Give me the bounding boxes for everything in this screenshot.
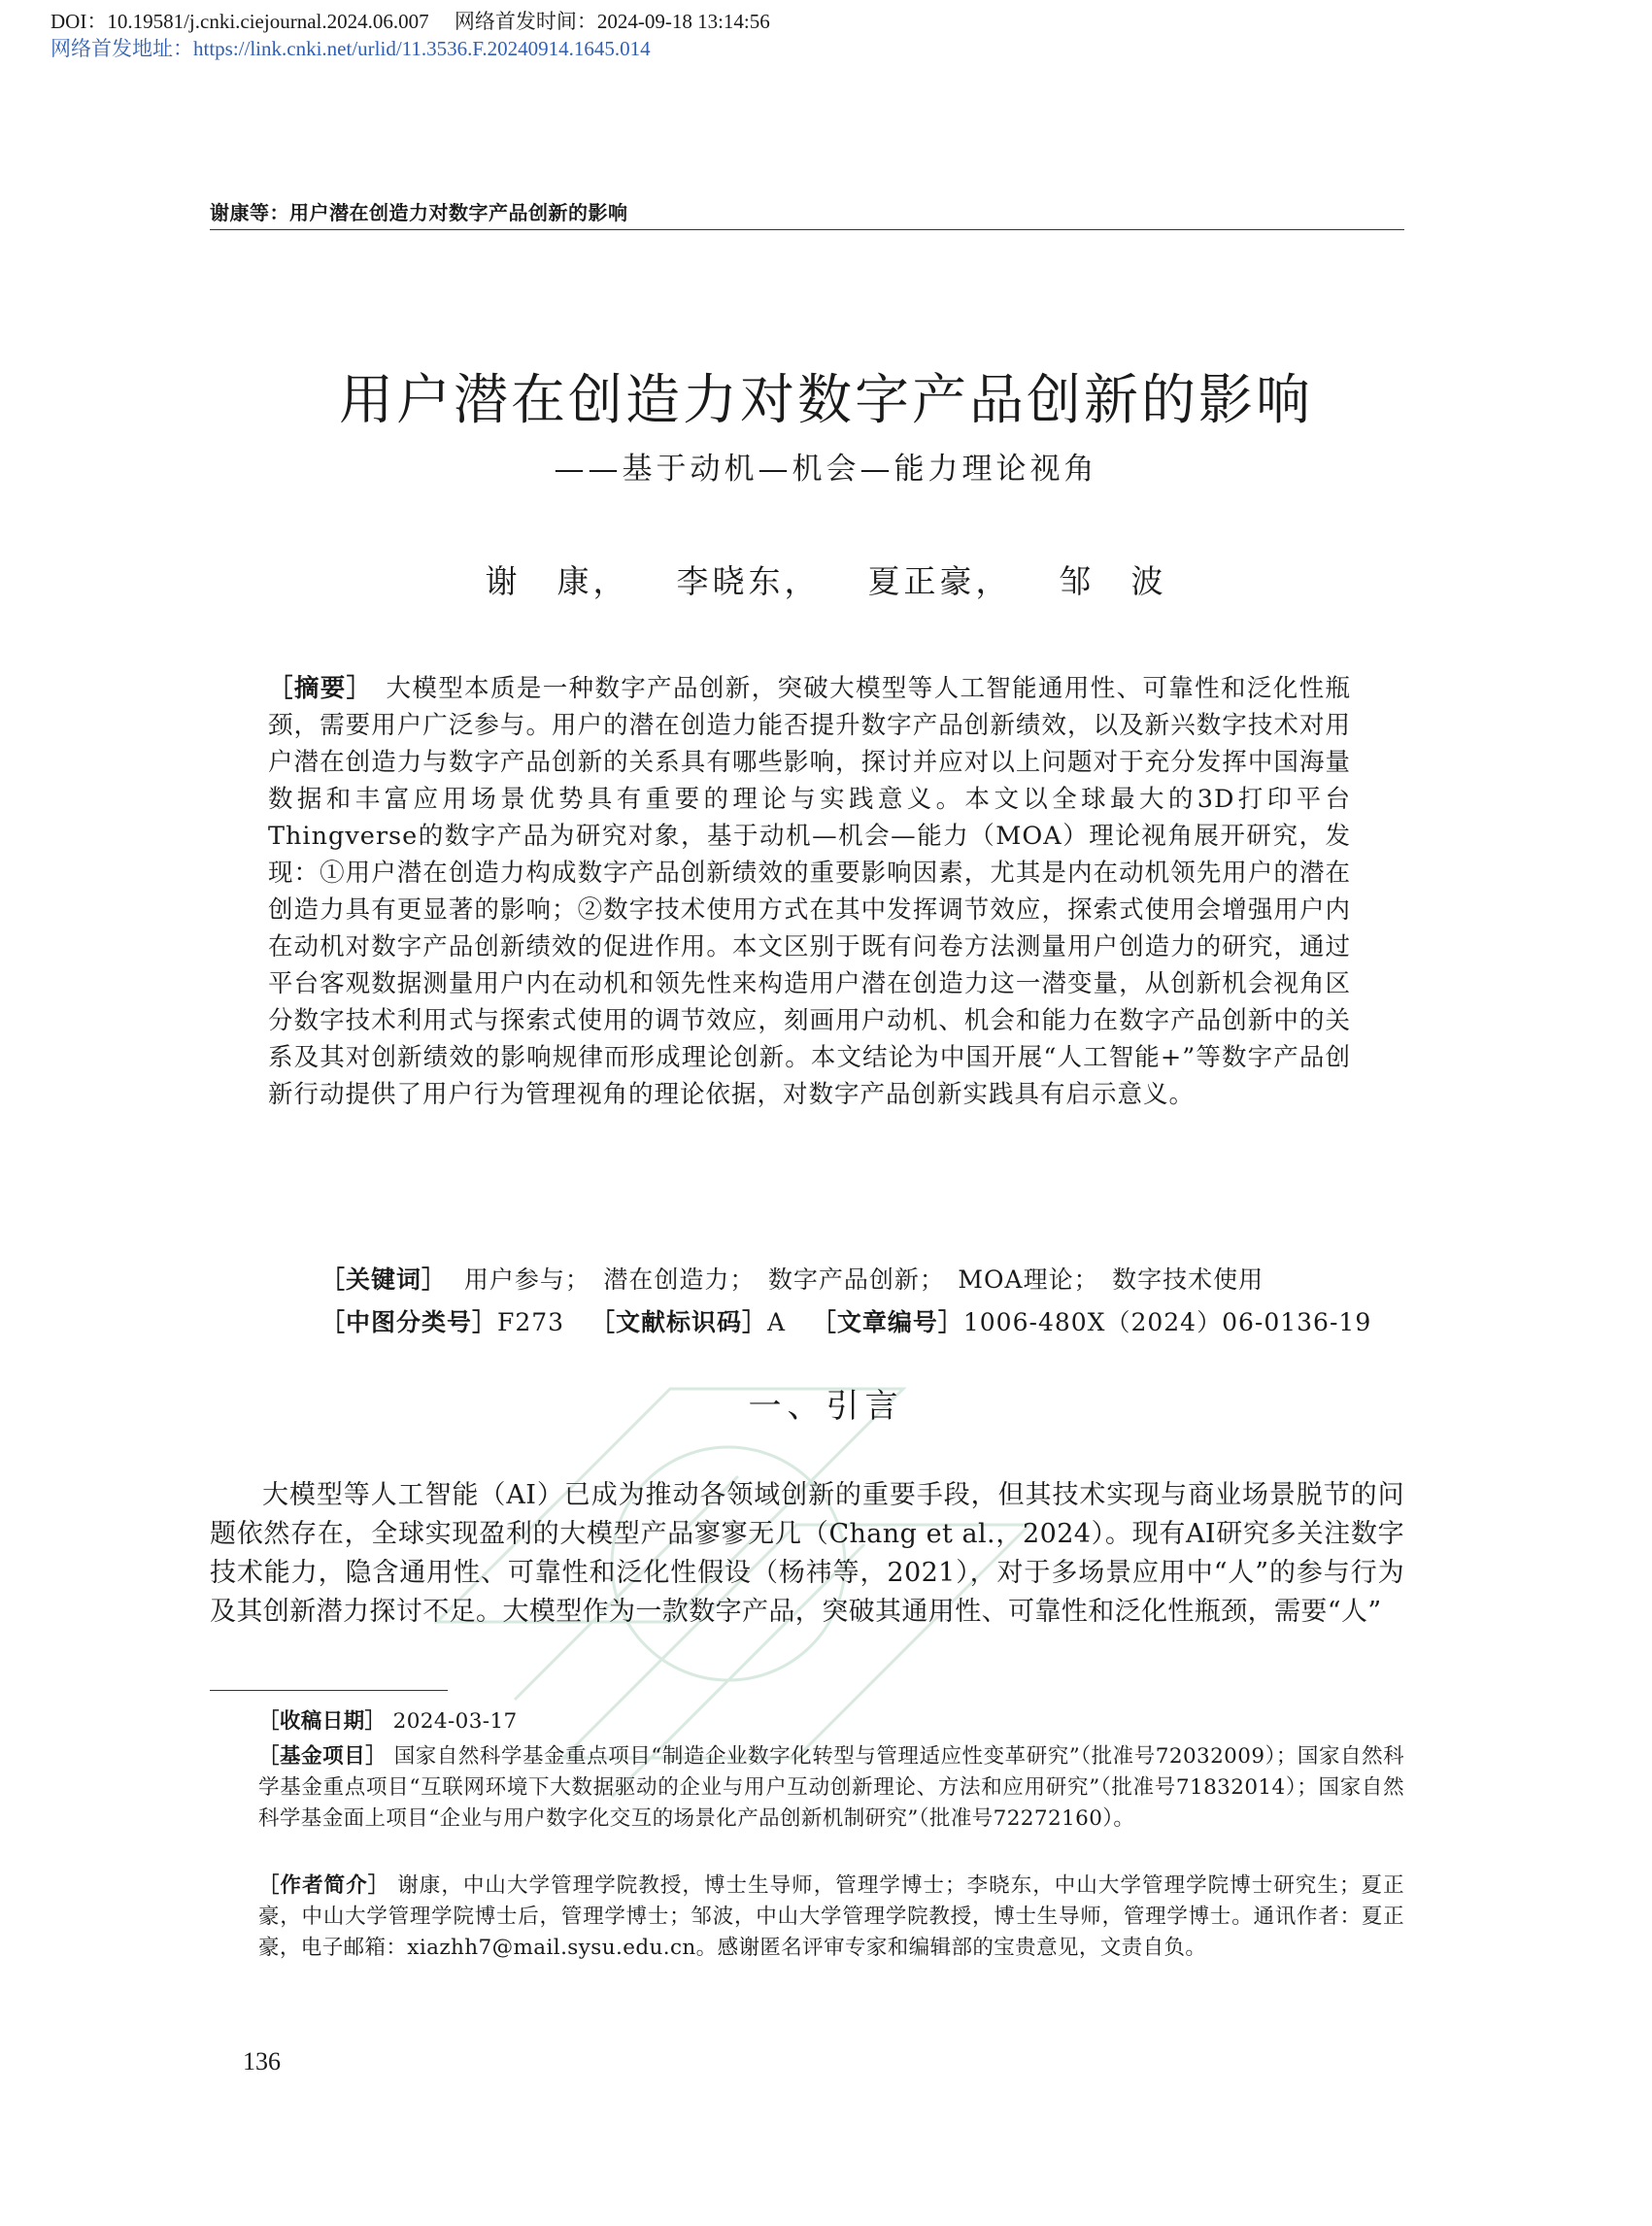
received-label: ［收稿日期］ [258,1709,387,1734]
section-heading-introduction: 一、引言 [748,1387,904,1426]
doc-code-label: ［文献标识码］ [590,1308,767,1336]
clc-value: F273 [497,1308,565,1336]
paper-subtitle: ——基于动机—机会—能力理论视角 [554,452,1098,487]
funding-text: 国家自然科学基金重点项目“制造企业数字化转型与管理适应性变革研究”（批准号72032009）；国家自然科学基金重点项目“互联网环境下大数据驱动的企业与用户互动创新理论、方法和应用研究”（批准号71832014）；国家自然科学基金面上项目“企业与用户数字化交互的场景化产品创新机制研究”（批准号72272160）。 [258,1744,1405,1831]
keywords-line [320,1261,1264,1296]
abstract [268,670,1351,1113]
clc-label: ［中图分类号］ [320,1308,498,1336]
running-head: 谢康等：用户潜在创造力对数字产品创新的影响 [210,201,628,224]
footnote-rule [210,1690,448,1691]
abstract-label: ［摘要］ [268,674,360,703]
funding-label: ［基金项目］ [258,1744,388,1769]
article-no-label: ［文章编号］ [811,1308,963,1336]
article-no-value: 1006-480X（2024）06-0136-19 [962,1308,1372,1336]
footnote-authors [258,1871,1404,1964]
doc-code-value: A [766,1308,787,1336]
keywords-label: ［关键词］ [320,1265,448,1294]
author-list: 谢 康， 李晓东， 夏正豪， 邹 波 [485,562,1167,600]
footnote-funding [258,1741,1404,1835]
received-date: 2024-03-17 [392,1709,518,1734]
header-rule [210,229,1404,230]
paper-title: 用户潜在创造力对数字产品创新的影响 [339,369,1313,432]
doi-line: DOI：10.19581/j.cnki.ciejournal.2024.06.007 网络首发时间：2024-09-18 13:14:56 [51,10,770,33]
classification-line [320,1303,1371,1338]
author-bio-label: ［作者简介］ [258,1873,390,1898]
page-number: 136 [243,2047,281,2075]
online-first-url[interactable]: 网络首发地址：https://link.cnki.net/urlid/11.3536.F.20240914.1645.014 [51,37,651,60]
abstract-text: 大模型本质是一种数字产品创新，突破大模型等人工智能通用性、可靠性和泛化性瓶颈，需要用户广泛参与。用户的潜在创造力能否提升数字产品创新绩效，以及新兴数字技术对用户潜在创造力与数字产品创新的关系具有哪些影响，探讨并应对以上问题对于充分发挥中国海量数据和丰富应用场景优势具有重要的理论与实践意义。本文以全球最大的3D打印平台Thingverse的数字产品为研究对象，基于动机—机会—能力（MOA）理论视角展开研究，发现：①用户潜在创造力构成数字产品创新绩效的重要影响因素，尤其是内在动机领先用户的潜在创造力具有更显著的影响；②数字技术使用方式在其中发挥调节效应，探索式使用会增强用户内在动机对数字产品创新绩效的促进作用。本文区别于既有问卷方法测量用户创造力的研究，通过平台客观数据测量用户内在动机和领先性来构造用户潜在创造力这一潜变量，从创新机会视角区分数字技术利用式与探索式使用的调节效应，刻画用户动机、机会和能力在数字产品创新中的关系及其对创新绩效的影响规律而形成理论创新。本文结论为中国开展“人工智能+”等数字产品创新行动提供了用户行为管理视角的理论依据，对数字产品创新实践具有启示意义。 [268,674,1351,1109]
keywords-text: 用户参与； 潜在创造力； 数字产品创新； MOA理论； 数字技术使用 [463,1265,1264,1294]
author-bio-text: 谢康，中山大学管理学院教授，博士生导师，管理学博士；李晓东，中山大学管理学院博士研究生；夏正豪，中山大学管理学院博士后，管理学博士；邹波，中山大学管理学院教授，博士生导师，管理学博士。通讯作者：夏正豪，电子邮箱：xiazhh7@mail.sysu.edu.cn。感谢匿名评审专家和编辑部的宝贵意见，文责自负。 [258,1873,1405,1960]
intro-paragraph: 大模型等人工智能（AI）已成为推动各领域创新的重要手段，但其技术实现与商业场景脱节的问题依然存在，全球实现盈利的大模型产品寥寥无几（Chang et al.，2024）。现有AI研究多关注数字技术能力，隐含通用性、可靠性和泛化性假设（杨祎等，2021），对于多场景应用中“人”的参与行为及其创新潜力探讨不足。大模型作为一款数字产品，突破其通用性、可靠性和泛化性瓶颈，需要“人” [210,1480,1404,1627]
footnote-received [258,1706,1404,1737]
